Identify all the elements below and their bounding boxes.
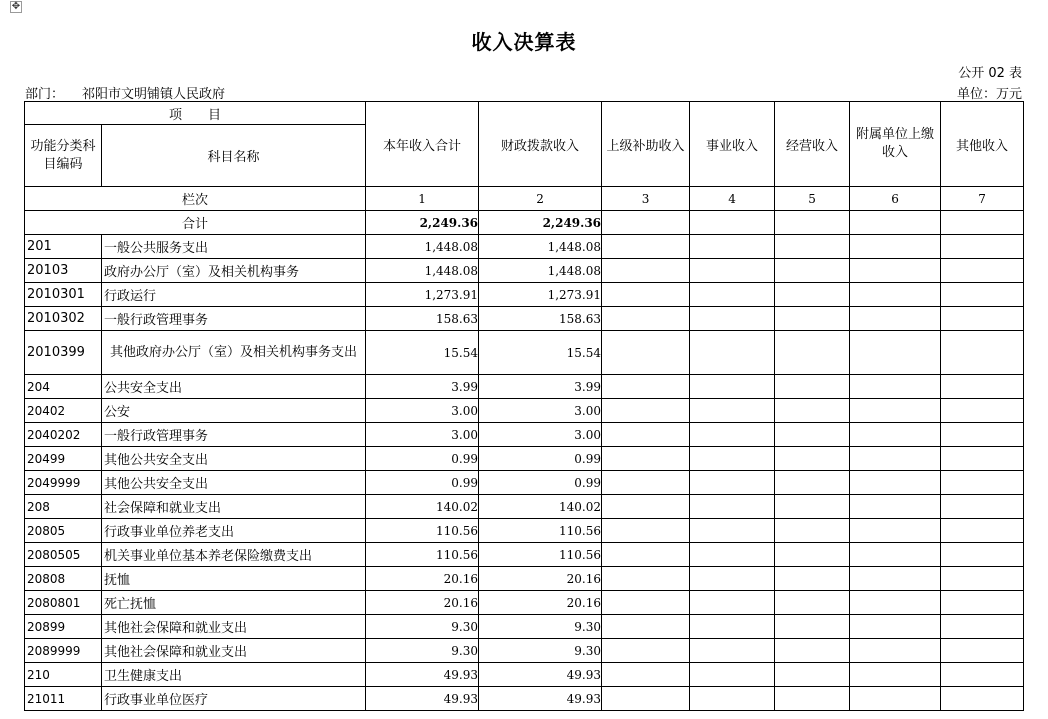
empty-cell	[602, 331, 690, 375]
row-total-income: 158.63	[366, 307, 479, 331]
empty-cell	[602, 235, 690, 259]
empty-cell	[941, 399, 1024, 423]
empty-cell	[602, 663, 690, 687]
empty-cell	[602, 519, 690, 543]
empty-cell	[775, 615, 850, 639]
empty-cell	[775, 307, 850, 331]
empty-cell	[850, 471, 941, 495]
empty-cell	[775, 283, 850, 307]
empty-cell	[775, 543, 850, 567]
row-total-income: 1,448.08	[366, 235, 479, 259]
empty-cell	[850, 375, 941, 399]
empty-cell	[850, 331, 941, 375]
department-label: 部门：	[25, 87, 65, 102]
table-row	[25, 543, 1024, 567]
row-total-income: 20.16	[366, 591, 479, 615]
table-row	[25, 591, 1024, 615]
empty-cell	[602, 495, 690, 519]
empty-cell	[775, 331, 850, 375]
income-final-accounts-table	[24, 101, 1024, 711]
header-lanci: 栏次	[25, 187, 366, 211]
empty-cell	[602, 615, 690, 639]
empty-cell	[941, 615, 1024, 639]
row-code: 2010399	[25, 331, 102, 375]
empty-cell	[602, 567, 690, 591]
empty-cell	[775, 211, 850, 235]
row-code: 2089999	[25, 639, 102, 663]
empty-cell	[690, 639, 775, 663]
table-row	[25, 235, 1024, 259]
row-name: 抚恤	[102, 567, 366, 591]
empty-cell	[775, 423, 850, 447]
empty-cell	[941, 471, 1024, 495]
empty-cell	[690, 663, 775, 687]
table-row	[25, 567, 1024, 591]
row-name: 其他社会保障和就业支出	[102, 615, 366, 639]
col-num-2: 2	[479, 187, 602, 211]
row-name: 一般行政管理事务	[102, 423, 366, 447]
department-name: 祁阳市文明铺镇人民政府	[82, 87, 226, 102]
empty-cell	[775, 519, 850, 543]
empty-cell	[690, 259, 775, 283]
row-total-income: 3.99	[366, 375, 479, 399]
row-code: 20402	[25, 399, 102, 423]
empty-cell	[690, 331, 775, 375]
empty-cell	[941, 687, 1024, 711]
row-code: 20103	[25, 259, 102, 283]
table-move-handle-icon[interactable]: ✥	[11, 1, 21, 12]
empty-cell	[775, 687, 850, 711]
row-fiscal: 49.93	[479, 663, 602, 687]
row-name: 行政事业单位养老支出	[102, 519, 366, 543]
empty-cell	[602, 375, 690, 399]
empty-cell	[850, 211, 941, 235]
row-fiscal: 110.56	[479, 543, 602, 567]
table-row	[25, 307, 1024, 331]
empty-cell	[941, 567, 1024, 591]
empty-cell	[602, 639, 690, 663]
empty-cell	[850, 519, 941, 543]
empty-cell	[775, 235, 850, 259]
table-row	[25, 423, 1024, 447]
empty-cell	[941, 663, 1024, 687]
empty-cell	[602, 423, 690, 447]
empty-cell	[850, 235, 941, 259]
empty-cell	[690, 687, 775, 711]
table-row	[25, 331, 1024, 375]
empty-cell	[941, 591, 1024, 615]
row-total-income: 0.99	[366, 471, 479, 495]
empty-cell	[850, 423, 941, 447]
empty-cell	[602, 591, 690, 615]
row-fiscal: 1,448.08	[479, 235, 602, 259]
empty-cell	[690, 591, 775, 615]
row-fiscal: 9.30	[479, 615, 602, 639]
row-fiscal: 49.93	[479, 687, 602, 711]
row-code: 210	[25, 663, 102, 687]
page-title: 收入决算表	[471, 30, 577, 54]
row-code: 20499	[25, 447, 102, 471]
empty-cell	[775, 495, 850, 519]
row-total-income: 3.00	[366, 423, 479, 447]
empty-cell	[690, 471, 775, 495]
row-total-income: 20.16	[366, 567, 479, 591]
empty-cell	[850, 399, 941, 423]
total-fiscal-cell: 2,249.36	[479, 211, 602, 235]
empty-cell	[850, 495, 941, 519]
row-code: 208	[25, 495, 102, 519]
row-name: 其他社会保障和就业支出	[102, 639, 366, 663]
empty-cell	[690, 399, 775, 423]
empty-cell	[941, 423, 1024, 447]
row-total-income: 9.30	[366, 615, 479, 639]
table-row	[25, 663, 1024, 687]
row-code: 20808	[25, 567, 102, 591]
empty-cell	[775, 399, 850, 423]
row-total-income: 110.56	[366, 543, 479, 567]
empty-cell	[775, 663, 850, 687]
row-code: 21011	[25, 687, 102, 711]
empty-cell	[602, 307, 690, 331]
empty-cell	[690, 283, 775, 307]
empty-cell	[941, 639, 1024, 663]
col-header-7: 其他收入	[941, 102, 1024, 187]
empty-cell	[941, 447, 1024, 471]
empty-cell	[775, 259, 850, 283]
empty-cell	[602, 447, 690, 471]
empty-cell	[690, 235, 775, 259]
empty-cell	[850, 283, 941, 307]
row-name: 卫生健康支出	[102, 663, 366, 687]
row-name: 行政事业单位医疗	[102, 687, 366, 711]
department-line	[25, 83, 225, 102]
empty-cell	[690, 423, 775, 447]
empty-cell	[850, 543, 941, 567]
row-code: 201	[25, 235, 102, 259]
row-name: 其他公共安全支出	[102, 447, 366, 471]
row-fiscal: 20.16	[479, 567, 602, 591]
row-name: 机关事业单位基本养老保险缴费支出	[102, 543, 366, 567]
row-total-income: 9.30	[366, 639, 479, 663]
header-code: 功能分类科目编码	[25, 125, 102, 187]
col-num-3: 3	[602, 187, 690, 211]
empty-cell	[941, 307, 1024, 331]
empty-cell	[850, 639, 941, 663]
row-code: 2049999	[25, 471, 102, 495]
col-header-3: 上级补助收入	[602, 102, 690, 187]
table-row	[25, 447, 1024, 471]
table-row	[25, 495, 1024, 519]
row-fiscal: 3.99	[479, 375, 602, 399]
col-num-7: 7	[941, 187, 1024, 211]
row-fiscal: 9.30	[479, 639, 602, 663]
header-item: 项 目	[25, 102, 366, 125]
row-code: 20805	[25, 519, 102, 543]
col-num-4: 4	[690, 187, 775, 211]
header-name: 科目名称	[102, 125, 366, 187]
table-row	[25, 687, 1024, 711]
col-header-2: 财政拨款收入	[479, 102, 602, 187]
row-fiscal: 15.54	[479, 331, 602, 375]
row-fiscal: 3.00	[479, 399, 602, 423]
empty-cell	[775, 471, 850, 495]
empty-cell	[602, 687, 690, 711]
row-name: 公安	[102, 399, 366, 423]
table-row	[25, 259, 1024, 283]
empty-cell	[941, 259, 1024, 283]
form-number: 公开 02 表	[958, 66, 1022, 81]
empty-cell	[941, 543, 1024, 567]
empty-cell	[690, 615, 775, 639]
empty-cell	[941, 495, 1024, 519]
empty-cell	[690, 211, 775, 235]
row-total-income: 3.00	[366, 399, 479, 423]
total-row	[25, 211, 1024, 235]
row-name: 其他政府办公厅（室）及相关机构事务支出	[102, 331, 366, 375]
col-num-1: 1	[366, 187, 479, 211]
table-row	[25, 471, 1024, 495]
col-num-5: 5	[775, 187, 850, 211]
row-fiscal: 0.99	[479, 447, 602, 471]
row-total-income: 1,273.91	[366, 283, 479, 307]
table-row	[25, 375, 1024, 399]
row-name: 社会保障和就业支出	[102, 495, 366, 519]
empty-cell	[941, 375, 1024, 399]
empty-cell	[602, 471, 690, 495]
row-total-income: 110.56	[366, 519, 479, 543]
row-total-income: 49.93	[366, 687, 479, 711]
row-fiscal: 110.56	[479, 519, 602, 543]
row-fiscal: 20.16	[479, 591, 602, 615]
table-row	[25, 639, 1024, 663]
empty-cell	[690, 567, 775, 591]
empty-cell	[850, 567, 941, 591]
table-row	[25, 283, 1024, 307]
empty-cell	[690, 375, 775, 399]
row-name: 其他公共安全支出	[102, 471, 366, 495]
row-fiscal: 3.00	[479, 423, 602, 447]
row-total-income: 0.99	[366, 447, 479, 471]
row-fiscal: 140.02	[479, 495, 602, 519]
total-income-cell: 2,249.36	[366, 211, 479, 235]
empty-cell	[775, 591, 850, 615]
row-name: 行政运行	[102, 283, 366, 307]
empty-cell	[775, 375, 850, 399]
row-total-income: 49.93	[366, 663, 479, 687]
row-fiscal: 1,448.08	[479, 259, 602, 283]
row-name: 死亡抚恤	[102, 591, 366, 615]
row-code: 2080801	[25, 591, 102, 615]
row-total-income: 140.02	[366, 495, 479, 519]
empty-cell	[602, 211, 690, 235]
empty-cell	[690, 447, 775, 471]
empty-cell	[690, 543, 775, 567]
row-name: 一般行政管理事务	[102, 307, 366, 331]
empty-cell	[850, 687, 941, 711]
empty-cell	[690, 307, 775, 331]
row-code: 2010302	[25, 307, 102, 331]
row-name: 一般公共服务支出	[102, 235, 366, 259]
unit-label: 单位：万元	[956, 87, 1022, 102]
col-header-4: 事业收入	[690, 102, 775, 187]
empty-cell	[775, 567, 850, 591]
row-code: 204	[25, 375, 102, 399]
empty-cell	[602, 283, 690, 307]
row-code: 2010301	[25, 283, 102, 307]
empty-cell	[690, 495, 775, 519]
empty-cell	[602, 543, 690, 567]
empty-cell	[941, 211, 1024, 235]
row-code: 2040202	[25, 423, 102, 447]
empty-cell	[602, 259, 690, 283]
row-code: 20899	[25, 615, 102, 639]
row-code: 2080505	[25, 543, 102, 567]
empty-cell	[775, 639, 850, 663]
col-header-5: 经营收入	[775, 102, 850, 187]
empty-cell	[941, 331, 1024, 375]
empty-cell	[941, 283, 1024, 307]
empty-cell	[850, 591, 941, 615]
col-header-1: 本年收入合计	[366, 102, 479, 187]
empty-cell	[690, 519, 775, 543]
empty-cell	[850, 615, 941, 639]
empty-cell	[941, 519, 1024, 543]
row-name: 政府办公厅（室）及相关机构事务	[102, 259, 366, 283]
empty-cell	[941, 235, 1024, 259]
empty-cell	[602, 399, 690, 423]
table-row	[25, 519, 1024, 543]
table-row	[25, 399, 1024, 423]
row-fiscal: 158.63	[479, 307, 602, 331]
table-row	[25, 615, 1024, 639]
total-label: 合计	[25, 211, 366, 235]
empty-cell	[850, 259, 941, 283]
empty-cell	[850, 447, 941, 471]
row-total-income: 15.54	[366, 331, 479, 375]
col-header-6: 附属单位上缴收入	[850, 102, 941, 187]
col-num-6: 6	[850, 187, 941, 211]
empty-cell	[775, 447, 850, 471]
row-fiscal: 0.99	[479, 471, 602, 495]
row-name: 公共安全支出	[102, 375, 366, 399]
empty-cell	[850, 663, 941, 687]
row-total-income: 1,448.08	[366, 259, 479, 283]
empty-cell	[850, 307, 941, 331]
row-fiscal: 1,273.91	[479, 283, 602, 307]
